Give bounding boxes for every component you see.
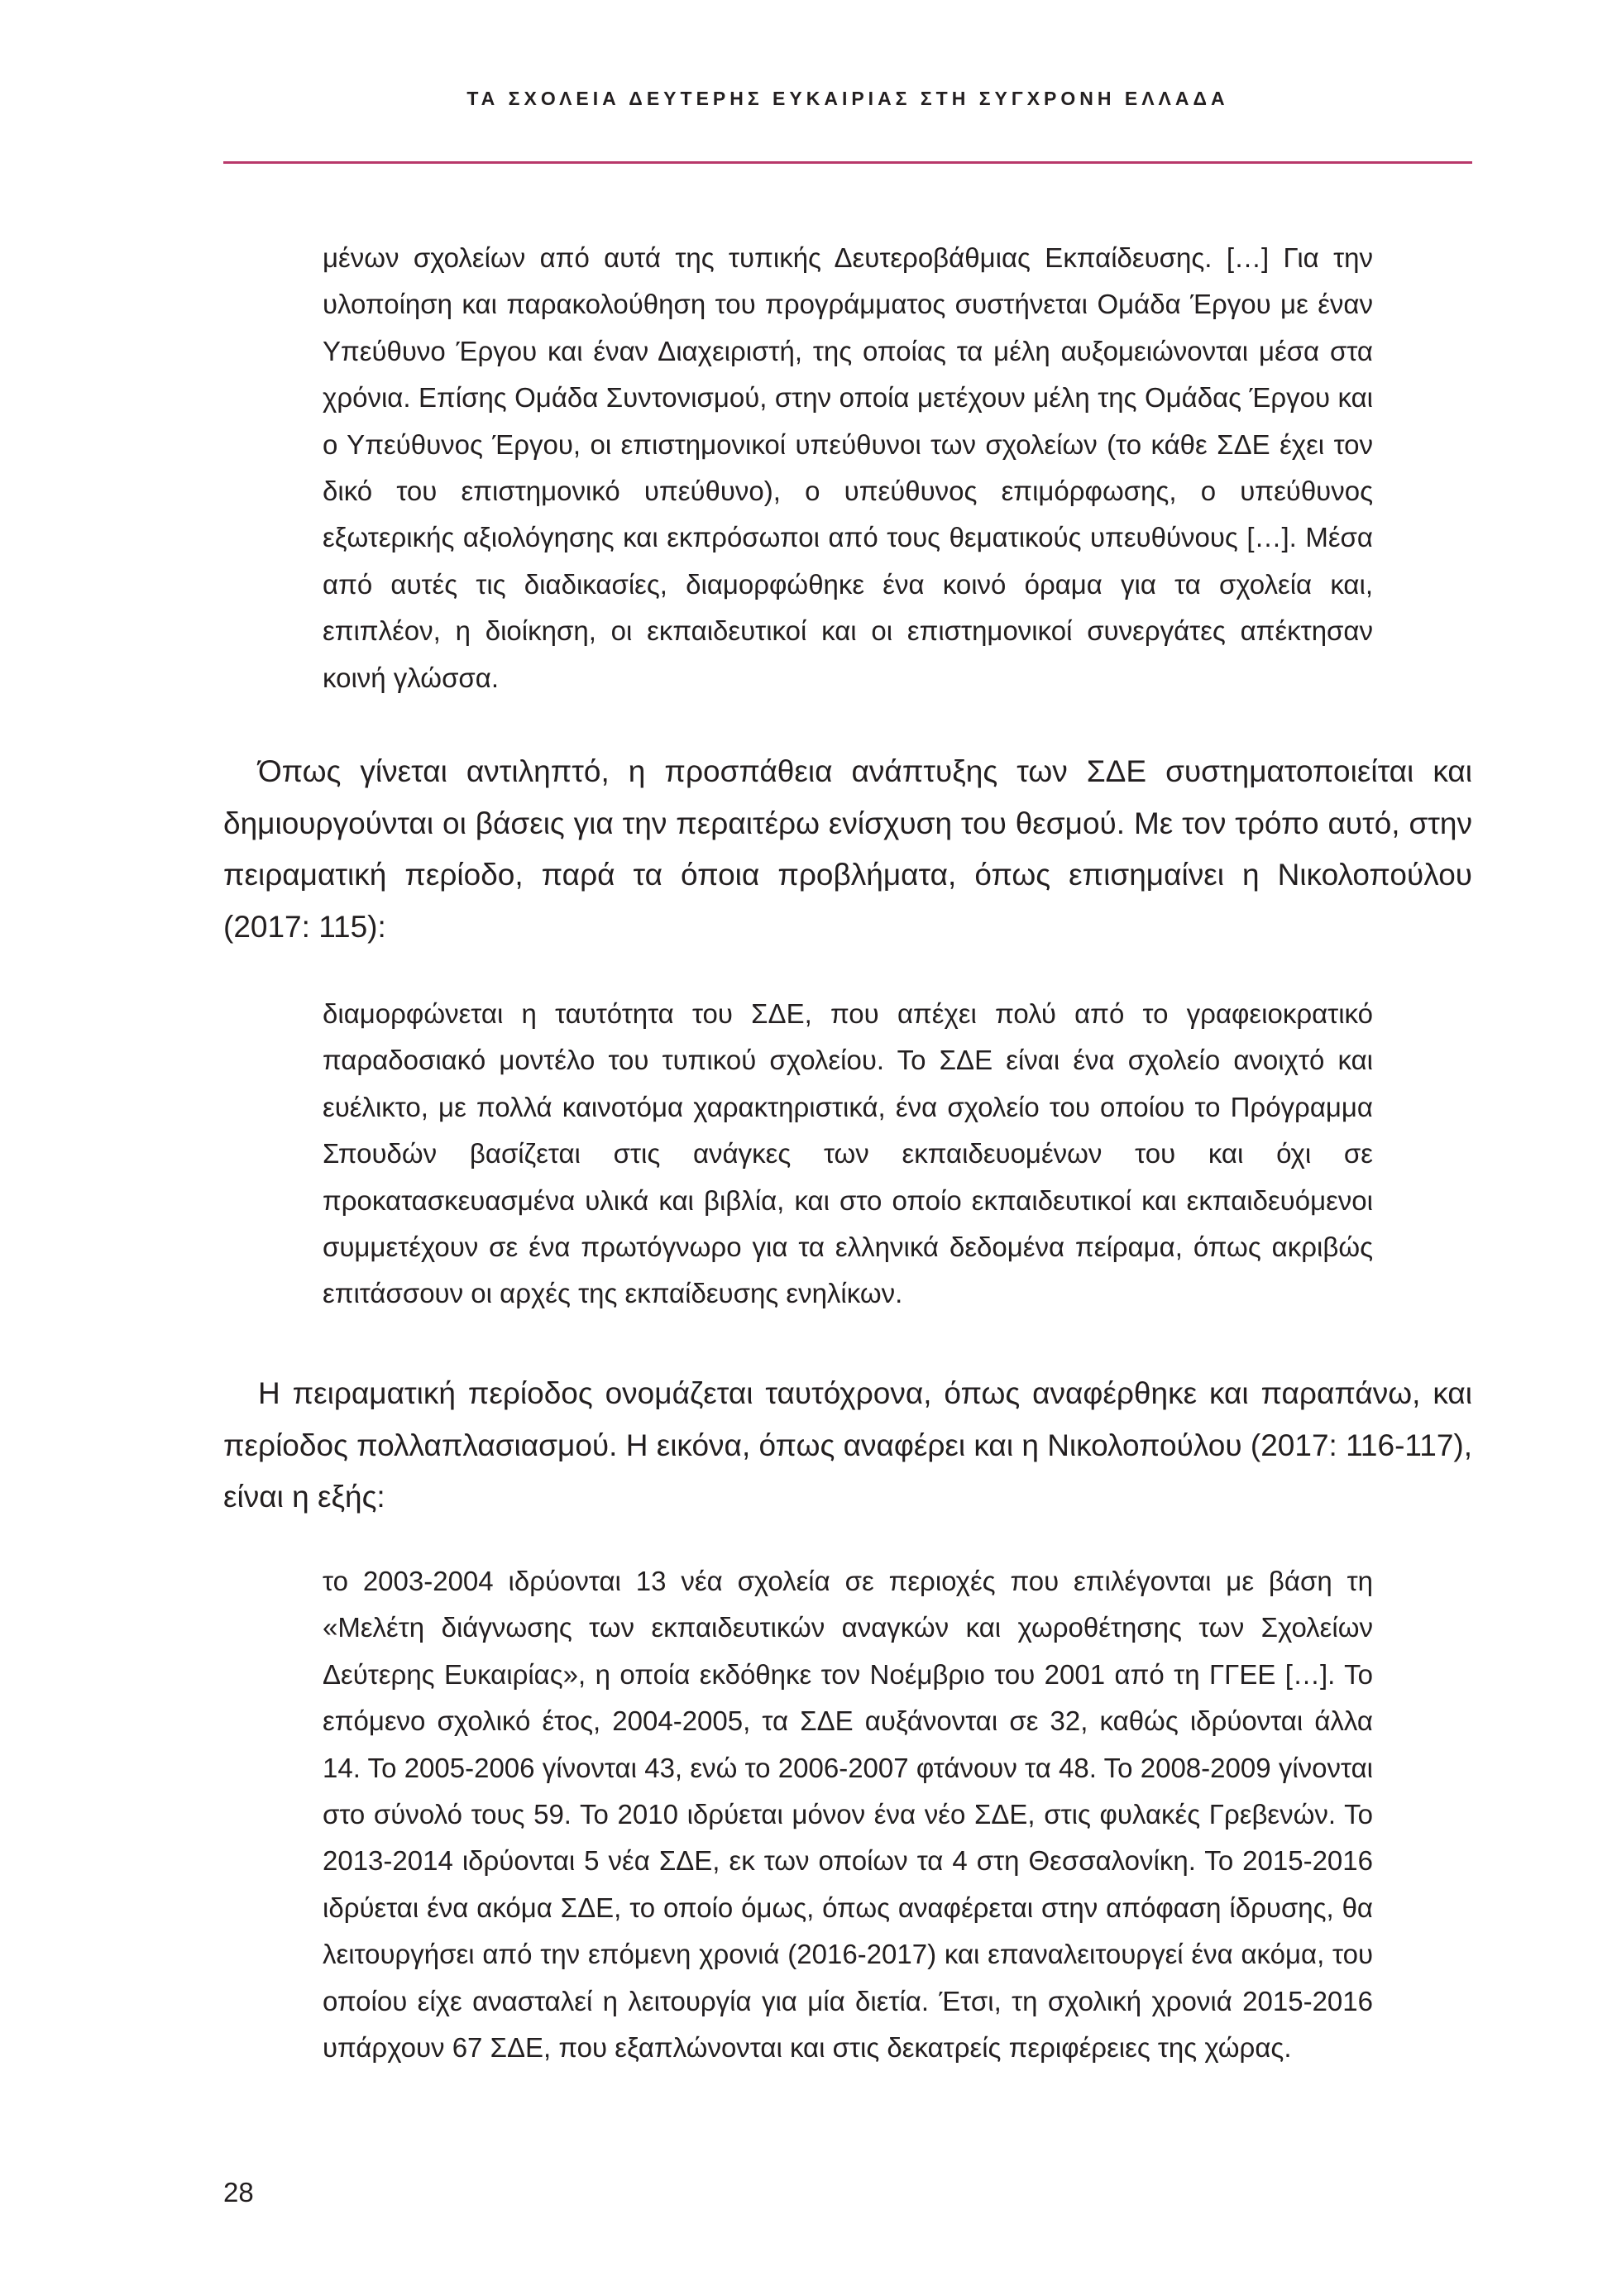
block-quote-2: διαμορφώνεται η ταυτότητα του ΣΔΕ, που απέχει πολύ από το γραφειοκρατικό παραδοσιακό μοντέλο του τυπικού σχολείου. Το ΣΔΕ είναι ένα σχολείο ανοιχτό και ευέλικτο, με πολλά καινοτόμα χαρακτηριστικά, ένα σχολείο του οποίου το Πρόγραμμα Σπουδών βασίζεται στις ανάγκες των εκπαιδευομένων του και όχι σε προκατασκευασμένα υλικά και βιβλία, και στο οποίο εκπαιδευτικοί και εκπαιδευόμενοι συμμετέχουν σε ένα πρωτόγνωρο για τα ελληνικά δεδομένα πείραμα, όπως ακριβώς επιτάσσουν οι αρχές της εκπαίδευσης ενηλίκων. — [323, 998, 1373, 1309]
body-paragraph-1: Όπως γίνεται αντιληπτό, η προσπάθεια ανάπτυξης των ΣΔΕ συστηματοποιείται και δημιουργούνται οι βάσεις για την περαιτέρω ενίσχυση του θεσμού. Με τον τρόπο αυτό, στην πειραματική περίοδο, παρά τα όποια προβλήματα, όπως επισημαίνει η Νικολοπούλου (2017: 115): — [223, 754, 1472, 944]
running-head-title: ΤΑ ΣΧΟΛΕΙΑ ΔΕΥΤΕΡΗΣ ΕΥΚΑΙΡΙΑΣ ΣΤΗ ΣΥΓΧΡΟΝΗ ΕΛΛΑΔΑ — [466, 88, 1229, 109]
page-number: 28 — [223, 2177, 254, 2208]
header-divider — [223, 161, 1472, 164]
block-quote-3: το 2003-2004 ιδρύονται 13 νέα σχολεία σε περιοχές που επιλέγονται με βάση τη «Μελέτη διάγνωσης των εκπαιδευτικών αναγκών και χωροθέτησης των Σχολείων Δεύτερης Ευκαιρίας», η οποία εκδόθηκε τον Νοέμβριο του 2001 από τη ΓΓΕΕ […]. Το επόμενο σχολικό έτος, 2004-2005, τα ΣΔΕ αυξάνονται σε 32, καθώς ιδρύονται άλλα 14. Το 2005-2006 γίνονται 43, ενώ το 2006-2007 φτάνουν τα 48. Το 2008-2009 γίνονται στο σύνολό τους 59. Το 2010 ιδρύεται μόνον ένα νέο ΣΔΕ, στις φυλακές Γρεβενών. Το 2013-2014 ιδρύονται 5 νέα ΣΔΕ, εκ των οποίων τα 4 στη Θεσσαλονίκη. Το 2015-2016 ιδρύεται ένα ακόμα ΣΔΕ, το οποίο όμως, όπως αναφέρεται στην απόφαση ίδρυσης, θα λειτουργήσει από την επόμενη χρονιά (2016-2017) και επαναλειτουργεί ένα ακόμα, του οποίου είχε ανασταλεί η λειτουργία για μία διετία. Έτσι, τη σχολική χρονιά 2015-2016 υπάρχουν 67 ΣΔΕ, που εξαπλώνονται και στις δεκατρείς περιφέρειες της χώρας. — [323, 1566, 1373, 2064]
body-paragraph-2: Η πειραματική περίοδος ονομάζεται ταυτόχρονα, όπως αναφέρθηκε και παραπάνω, και περίοδος πολλαπλασιασμού. Η εικόνα, όπως αναφέρει και η Νικολοπούλου (2017: 116-117), είναι η εξής: — [223, 1376, 1472, 1514]
block-quote-1: μένων σχολείων από αυτά της τυπικής Δευτεροβάθμιας Εκπαίδευσης. […] Για την υλοποίηση και παρακολούθηση του προγράμματος συστήνεται Ομάδα Έργου με έναν Υπεύθυνο Έργου και έναν Διαχειριστή, της οποίας τα μέλη αυξομειώνονται μέσα στα χρόνια. Επίσης Ομάδα Συντονισμού, στην οποία μετέχουν μέλη της Ομάδας Έργου και ο Υπεύθυνος Έργου, οι επιστημονικοί υπεύθυνοι των σχολείων (το κάθε ΣΔΕ έχει τον δικό του επιστημονικό υπεύθυνο), ο υπεύθυνος επιμόρφωσης, ο υπεύθυνος εξωτερικής αξιολόγησης και εκπρόσωποι από τους θεματικούς υπευθύνους […]. Μέσα από αυτές τις διαδικασίες, διαμορφώθηκε ένα κοινό όραμα για τα σχολεία και, επιπλέον, η διοίκηση, οι εκπαιδευτικοί και οι επιστημονικοί συνεργάτες απέκτησαν κοινή γλώσσα. — [323, 242, 1373, 693]
